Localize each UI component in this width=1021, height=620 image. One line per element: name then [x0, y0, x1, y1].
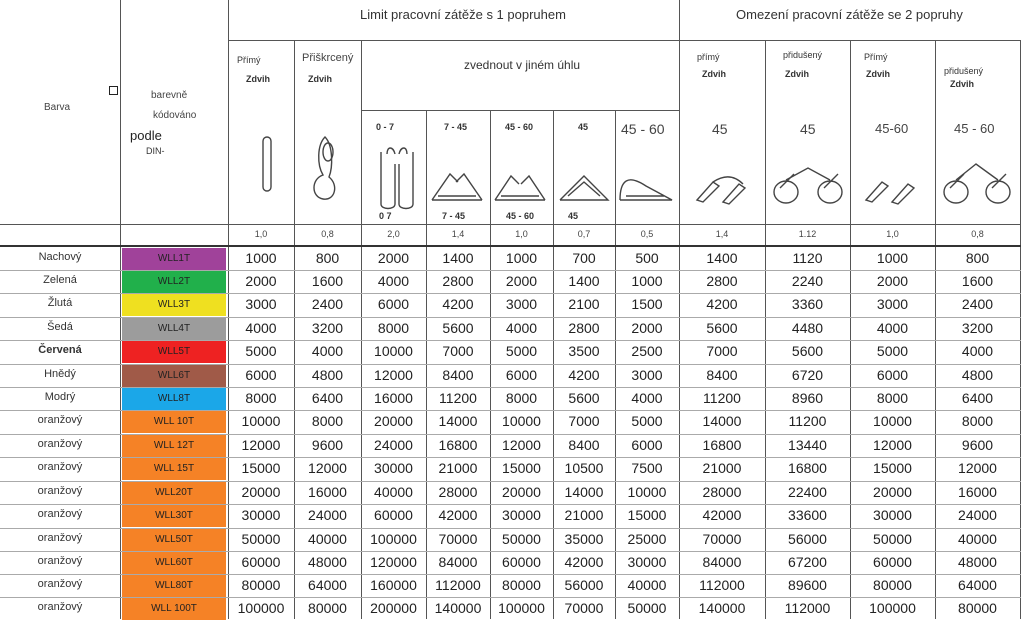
table-cell: 84000	[702, 554, 742, 570]
table-cell: 8000	[505, 390, 538, 406]
factor-cell: 1,4	[715, 229, 729, 239]
table-cell: 4000	[377, 273, 410, 289]
table-cell: 2000	[377, 250, 410, 266]
row-color-name: Modrý	[44, 391, 76, 403]
table-cell: 4200	[568, 367, 600, 383]
table-cell: 40000	[958, 531, 997, 547]
table-cell: 50000	[627, 600, 667, 616]
table-cell: 28000	[438, 484, 478, 500]
table-cell: 2400	[961, 296, 994, 312]
table-cell: 9600	[311, 437, 344, 453]
row-color-name: oranžový	[37, 461, 83, 473]
table-cell: 12000	[958, 460, 997, 476]
table-cell: 50000	[502, 531, 541, 547]
barevne-label: barevně	[151, 90, 188, 101]
table-cell: 4000	[311, 343, 344, 359]
table-cell: 10000	[873, 413, 912, 429]
table-cell: 30000	[873, 507, 912, 523]
table-cell: 11200	[703, 390, 741, 406]
table-cell: 80000	[241, 577, 281, 593]
table-cell: 20000	[873, 484, 912, 500]
table-cell: 7500	[631, 460, 663, 476]
table-cell: 5000	[505, 343, 538, 359]
table-cell: 30000	[374, 460, 413, 476]
table-cell: 2000	[876, 273, 909, 289]
checkbox-marker	[109, 86, 118, 95]
table-cell: 15000	[627, 507, 667, 523]
table-cell: 16000	[958, 484, 997, 500]
angle-label: 45	[800, 121, 816, 137]
table-cell: 24000	[308, 507, 347, 523]
din-label: DIN-	[146, 146, 165, 156]
table-cell: 2000	[631, 320, 663, 336]
table-cell: 21000	[702, 460, 742, 476]
row-color-name: oranžový	[37, 438, 83, 450]
priduseny-label: přidušený	[944, 66, 984, 76]
factor-cell: 1.12	[798, 229, 817, 239]
grid-line	[0, 224, 1021, 225]
grid-line	[361, 110, 679, 111]
table-cell: 12000	[873, 437, 912, 453]
table-cell: 8400	[568, 437, 600, 453]
table-cell: 48000	[308, 554, 347, 570]
table-cell: 14000	[438, 413, 478, 429]
table-cell: 3000	[876, 296, 909, 312]
zdvih-label: Zdvih	[950, 79, 974, 89]
table-cell: 5600	[706, 320, 738, 336]
table-cell: 80000	[958, 600, 997, 616]
table-cell: 1400	[442, 250, 474, 266]
table-cell: 5000	[631, 413, 663, 429]
table-cell: 15000	[873, 460, 912, 476]
table-cell: 11200	[788, 413, 827, 429]
table-cell: 2240	[791, 273, 824, 289]
table-cell: 112000	[435, 577, 481, 593]
table-cell: 42000	[564, 554, 604, 570]
table-cell: 10000	[241, 413, 281, 429]
row-color-name: Nachový	[38, 251, 82, 263]
table-cell: 5600	[568, 390, 600, 406]
table-cell: 8000	[245, 390, 277, 406]
table-cell: 12000	[308, 460, 347, 476]
table-cell: 3200	[961, 320, 994, 336]
table-cell: 3200	[311, 320, 344, 336]
table-cell: 12000	[241, 437, 281, 453]
table-cell: 2800	[568, 320, 600, 336]
table-cell: 60000	[873, 554, 912, 570]
priskrceny-label: Přiškrcený	[302, 52, 354, 64]
table-cell: 70000	[438, 531, 478, 547]
row-color-code: WLL5T	[122, 341, 226, 363]
table-cell: 10500	[564, 460, 604, 476]
table-cell: 160000	[370, 577, 417, 593]
row-color-code: WLL6T	[122, 365, 226, 387]
table-cell: 14000	[702, 413, 742, 429]
table-cell: 20000	[241, 484, 281, 500]
table-cell: 20000	[502, 484, 541, 500]
table-cell: 6400	[961, 390, 994, 406]
angle-label: 0 - 7	[376, 122, 395, 132]
table-cell: 16800	[788, 460, 827, 476]
table-cell: 9600	[961, 437, 994, 453]
table-cell: 2800	[442, 273, 474, 289]
row-color-name: Zelená	[43, 274, 77, 286]
zdvih-label: Zdvih	[866, 69, 890, 79]
table-cell: 30000	[241, 507, 281, 523]
basket-sling-wide-icon	[618, 170, 674, 206]
factor-cell: 1,0	[886, 229, 899, 239]
table-cell: 6720	[791, 367, 824, 383]
table-cell: 1600	[961, 273, 994, 289]
table-cell: 6000	[631, 437, 663, 453]
table-cell: 10000	[627, 484, 667, 500]
table-cell: 21000	[438, 460, 478, 476]
table-cell: 20000	[374, 413, 413, 429]
primy-label: Přímý	[864, 52, 888, 62]
table-cell: 3000	[505, 296, 538, 312]
angle-label: 45	[578, 122, 589, 132]
primy-label: Přímý	[237, 55, 261, 65]
angle-sub-label: 7 - 45	[442, 211, 466, 221]
factor-cell: 0,8	[971, 229, 984, 239]
two-leg-straight-icon	[695, 172, 755, 206]
angle-label: 45 - 60	[505, 122, 534, 132]
row-color-name: oranžový	[37, 532, 83, 544]
zvednout-label: zvednout v jiném úhlu	[464, 58, 581, 72]
row-color-name: Žlutá	[47, 297, 73, 309]
basket-sling-45-icon	[558, 172, 610, 204]
table-cell: 8400	[442, 367, 474, 383]
table-cell: 2100	[568, 296, 600, 312]
table-cell: 3500	[568, 343, 600, 359]
angle-sub-label: 45	[568, 211, 579, 221]
table-cell: 60000	[241, 554, 281, 570]
table-cell: 1000	[876, 250, 909, 266]
table-cell: 7000	[706, 343, 738, 359]
angle-label: 45	[712, 121, 728, 137]
choked-sling-icon	[307, 135, 347, 205]
row-color-code: WLL 100T	[122, 598, 226, 620]
table-cell: 1120	[792, 250, 823, 266]
table-cell: 12000	[374, 367, 413, 383]
table-cell: 1000	[631, 273, 663, 289]
table-cell: 7000	[442, 343, 474, 359]
two-leg-straight-icon	[864, 172, 924, 206]
table-cell: 1000	[505, 250, 538, 266]
basket-sling-0-7-icon	[377, 144, 417, 214]
table-cell: 4000	[961, 343, 994, 359]
single-sling-title: Limit pracovní zátěže s 1 popruhem	[360, 7, 566, 22]
table-cell: 100000	[498, 600, 545, 616]
table-cell: 67200	[788, 554, 827, 570]
factor-cell: 2,0	[387, 229, 400, 239]
table-cell: 2800	[706, 273, 738, 289]
grid-line	[0, 245, 1021, 247]
barva-header: Barva	[44, 102, 71, 113]
table-cell: 30000	[502, 507, 541, 523]
table-cell: 8400	[706, 367, 738, 383]
angle-label: 45 - 60	[621, 121, 665, 137]
table-cell: 140000	[698, 600, 746, 616]
table-cell: 8000	[961, 413, 994, 429]
table-cell: 4800	[961, 367, 994, 383]
table-cell: 1600	[311, 273, 344, 289]
row-color-code: WLL2T	[122, 271, 226, 293]
table-cell: 100000	[370, 531, 417, 547]
row-color-code: WLL80T	[122, 575, 226, 597]
table-cell: 2500	[631, 343, 663, 359]
table-cell: 8000	[876, 390, 909, 406]
table-cell: 50000	[873, 531, 912, 547]
table-cell: 25000	[627, 531, 667, 547]
grid-line	[120, 0, 121, 619]
table-cell: 4200	[706, 296, 738, 312]
table-cell: 112000	[699, 577, 745, 593]
row-color-code: WLL8T	[122, 388, 226, 410]
table-cell: 800	[965, 250, 990, 266]
table-cell: 1500	[631, 296, 663, 312]
table-cell: 80000	[873, 577, 912, 593]
table-cell: 2000	[505, 273, 538, 289]
table-cell: 5000	[245, 343, 277, 359]
zdvih-label: Zdvih	[308, 74, 332, 84]
table-cell: 6400	[311, 390, 344, 406]
grid-line	[228, 40, 1021, 41]
table-cell: 8960	[791, 390, 824, 406]
zdvih-label: Zdvih	[785, 69, 809, 79]
table-cell: 80000	[502, 577, 541, 593]
table-cell: 50000	[241, 531, 281, 547]
row-color-name: Šedá	[47, 321, 73, 333]
table-cell: 84000	[438, 554, 478, 570]
table-cell: 35000	[564, 531, 604, 547]
table-cell: 64000	[958, 577, 997, 593]
table-cell: 56000	[564, 577, 604, 593]
table-cell: 60000	[374, 507, 413, 523]
table-cell: 140000	[434, 600, 482, 616]
table-cell: 28000	[702, 484, 742, 500]
basket-sling-7-45-icon	[430, 170, 486, 206]
row-color-name: oranžový	[37, 555, 83, 567]
table-cell: 89600	[788, 577, 827, 593]
table-cell: 700	[572, 250, 596, 266]
zdvih-label: Zdvih	[702, 69, 726, 79]
row-color-name: oranžový	[37, 578, 83, 590]
table-cell: 64000	[308, 577, 347, 593]
factor-cell: 1,0	[515, 229, 528, 239]
row-color-code: WLL 12T	[122, 435, 226, 457]
table-cell: 16000	[308, 484, 347, 500]
table-cell: 5600	[791, 343, 824, 359]
factor-cell: 1,0	[254, 229, 268, 239]
table-cell: 10000	[502, 413, 541, 429]
row-color-name: oranžový	[37, 601, 83, 613]
table-cell: 4000	[631, 390, 663, 406]
row-color-code: WLL60T	[122, 552, 226, 574]
table-cell: 200000	[370, 600, 417, 616]
table-cell: 33600	[788, 507, 827, 523]
table-cell: 16800	[702, 437, 742, 453]
table-cell: 11200	[439, 390, 477, 406]
primy-label: přímý	[697, 52, 720, 62]
table-cell: 24000	[958, 507, 997, 523]
table-cell: 40000	[374, 484, 413, 500]
row-color-code: WLL1T	[122, 248, 226, 270]
table-cell: 16800	[438, 437, 478, 453]
row-color-code: WLL50T	[122, 529, 226, 551]
table-cell: 70000	[702, 531, 742, 547]
priduseny-label: přidušený	[783, 50, 823, 60]
row-color-code: WLL4T	[122, 318, 226, 340]
row-color-code: WLL3T	[122, 294, 226, 316]
table-cell: 6000	[245, 367, 277, 383]
table-cell: 40000	[627, 577, 667, 593]
table-cell: 2400	[311, 296, 344, 312]
table-cell: 80000	[308, 600, 347, 616]
table-cell: 10000	[374, 343, 413, 359]
table-cell: 40000	[308, 531, 347, 547]
row-color-code: WLL 15T	[122, 458, 226, 480]
factor-cell: 0,7	[577, 229, 591, 239]
table-cell: 1000	[245, 250, 277, 266]
row-color-code: WLL20T	[122, 482, 226, 504]
table-cell: 800	[315, 250, 340, 266]
factor-cell: 1,4	[451, 229, 465, 239]
basket-sling-45-60-icon	[493, 172, 549, 206]
factor-cell: 0,8	[321, 229, 334, 239]
table-cell: 5600	[442, 320, 474, 336]
table-cell: 56000	[788, 531, 827, 547]
table-cell: 120000	[370, 554, 417, 570]
two-leg-choked-icon	[940, 158, 1018, 208]
table-cell: 13440	[788, 437, 827, 453]
table-cell: 12000	[502, 437, 541, 453]
angle-label: 45 - 60	[954, 121, 995, 136]
straight-sling-icon	[258, 135, 278, 195]
row-color-name: Hnědý	[44, 368, 76, 380]
table-cell: 42000	[702, 507, 742, 523]
table-cell: 7000	[568, 413, 600, 429]
table-cell: 30000	[627, 554, 667, 570]
table-cell: 3360	[791, 296, 824, 312]
row-color-code: WLL 10T	[122, 411, 226, 433]
table-cell: 500	[635, 250, 659, 266]
table-cell: 4200	[442, 296, 474, 312]
angle-label: 7 - 45	[444, 122, 468, 132]
table-cell: 6000	[876, 367, 909, 383]
zdvih-label: Zdvih	[246, 74, 270, 84]
angle-sub-label: 0 7	[379, 211, 392, 221]
table-cell: 24000	[374, 437, 413, 453]
table-cell: 8000	[311, 413, 344, 429]
kodovano-label: kódováno	[153, 110, 197, 121]
table-cell: 21000	[564, 507, 604, 523]
table-cell: 100000	[869, 600, 916, 616]
table-cell: 3000	[245, 296, 277, 312]
table-cell: 4480	[791, 320, 824, 336]
table-cell: 3000	[631, 367, 663, 383]
row-color-name: Červená	[38, 344, 82, 356]
table-cell: 16000	[374, 390, 413, 406]
row-color-name: oranžový	[37, 485, 83, 497]
table-cell: 4800	[311, 367, 344, 383]
factor-cell: 0,5	[640, 229, 654, 239]
podle-label: podle	[130, 128, 162, 143]
angle-label: 45-60	[875, 121, 909, 136]
table-cell: 14000	[564, 484, 604, 500]
table-cell: 4000	[876, 320, 909, 336]
row-color-name: oranžový	[37, 414, 83, 426]
row-color-code: WLL30T	[122, 505, 226, 527]
double-sling-title: Omezení pracovní zátěže se 2 popruhy	[736, 7, 963, 22]
table-cell: 6000	[377, 296, 410, 312]
table-cell: 100000	[237, 600, 285, 616]
table-cell: 4000	[505, 320, 538, 336]
angle-sub-label: 45 - 60	[506, 211, 535, 221]
table-cell: 1400	[706, 250, 738, 266]
table-cell: 6000	[505, 367, 538, 383]
table-cell: 48000	[958, 554, 997, 570]
table-cell: 60000	[502, 554, 541, 570]
table-cell: 4000	[245, 320, 277, 336]
table-cell: 42000	[438, 507, 478, 523]
table-cell: 1400	[568, 273, 600, 289]
table-cell: 22400	[788, 484, 827, 500]
table-cell: 15000	[241, 460, 281, 476]
two-leg-choked-icon	[770, 160, 850, 208]
row-color-name: oranžový	[37, 508, 83, 520]
table-cell: 2000	[245, 273, 277, 289]
table-cell: 70000	[564, 600, 604, 616]
table-cell: 5000	[876, 343, 909, 359]
table-cell: 15000	[502, 460, 541, 476]
table-cell: 8000	[377, 320, 410, 336]
table-cell: 112000	[784, 600, 831, 616]
